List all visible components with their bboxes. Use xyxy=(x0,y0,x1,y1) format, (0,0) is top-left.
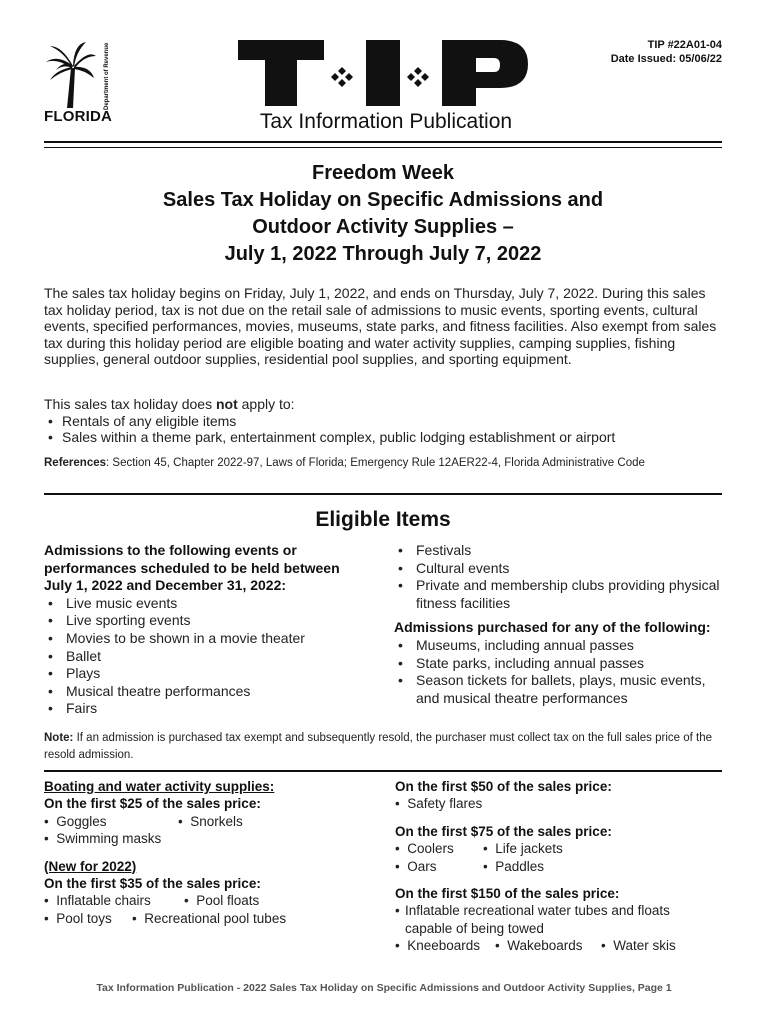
not-apply-section xyxy=(44,396,726,446)
title-line-4: July 1, 2022 Through July 7, 2022 xyxy=(224,243,542,265)
first-25-row-1 xyxy=(44,813,374,830)
title-line-1: Freedom Week xyxy=(312,162,454,184)
list-item: • Private and membership clubs providing physical fitness facilities xyxy=(394,577,724,612)
list-item: • Paddles xyxy=(483,858,545,874)
purchased-heading: Admissions purchased for any of the following: xyxy=(394,619,711,636)
list-item: • Cultural events xyxy=(394,560,724,578)
references: References: Section 45, Chapter 2022-97, Laws of Florida; Emergency Rule 12AER22-4, Florida Administrative Code xyxy=(44,457,645,469)
first-35-row-1 xyxy=(44,892,374,909)
diamond-ornament-icon xyxy=(331,67,353,87)
tip-letter-t xyxy=(238,40,324,106)
list-item: • Museums, including annual passes xyxy=(394,637,724,655)
admissions-list xyxy=(44,595,364,718)
first-25-row-2 xyxy=(44,830,374,847)
boating-left-column xyxy=(44,778,374,927)
tip-meta xyxy=(611,38,722,66)
not-apply-lead: This sales tax holiday does not apply to: xyxy=(44,396,295,412)
first-50-heading: On the first $50 of the sales price: xyxy=(395,779,612,794)
list-item: • Pool toys xyxy=(44,910,112,926)
tip-letter-i xyxy=(366,40,400,106)
list-item: • Movies to be shown in a movie theater xyxy=(44,630,364,648)
boating-heading: Boating and water activity supplies: xyxy=(44,779,275,794)
admissions-left-column xyxy=(44,542,364,718)
eligible-items-heading: Eligible Items xyxy=(315,508,451,531)
page-footer: Tax Information Publication - 2022 Sales Tax Holiday on Specific Admissions and Outdoor Activity Supplies, Page 1 xyxy=(96,982,672,994)
list-item: • Water skis xyxy=(601,938,676,954)
purchased-list xyxy=(394,637,724,707)
list-item: • Musical theatre performances xyxy=(44,683,364,701)
list-item: • Coolers xyxy=(395,841,454,857)
list-item: • Recreational pool tubes xyxy=(132,910,287,926)
list-item: • Fairs xyxy=(44,700,364,718)
new-for-2022-label: (New for 2022) xyxy=(44,858,137,874)
list-item: • Swimming masks xyxy=(44,831,162,847)
first-35-row-2 xyxy=(44,910,374,927)
exclusions-list xyxy=(44,413,726,446)
first-75-heading: On the first $75 of the sales price: xyxy=(395,823,612,839)
header-divider-top xyxy=(44,141,722,143)
intro-paragraph: The sales tax holiday begins on Friday, July 1, 2022, and ends on Thursday, July 7, 2022. During this sales tax holiday period, tax is not due on the retail sale of admissions to music events, sporting events, cultural events, specified performances, movies, museums, state parks, and fitness facilities. Also exempt from sales tax during this holiday period are eligible boating and water activity supplies, camping supplies, fishing supplies, general outdoor supplies, residential pool supplies, and sporting equipment. xyxy=(44,285,717,368)
list-item: • Goggles xyxy=(44,813,107,829)
admissions-list-continued xyxy=(394,542,724,612)
list-item: • Oars xyxy=(395,858,437,874)
list-item: • State parks, including annual passes xyxy=(394,655,724,673)
first-150-heading: On the first $150 of the sales price: xyxy=(395,886,620,902)
list-item: • Live music events xyxy=(44,595,364,613)
admissions-heading: Admissions to the following events or performances scheduled to be held between July 1, 2022 and December 31, 2022: xyxy=(44,542,340,594)
list-item: • Wakeboards xyxy=(495,938,583,954)
section-divider xyxy=(44,770,722,772)
title-line-2: Sales Tax Holiday on Specific Admissions and xyxy=(162,189,604,211)
document-title xyxy=(44,160,722,268)
list-item: • Inflatable chairs xyxy=(44,893,151,909)
list-item: • Live sporting events xyxy=(44,612,364,630)
first-35-heading: On the first $35 of the sales price: xyxy=(44,876,261,892)
logo-florida-text: FLORIDA xyxy=(44,108,113,125)
list-item: • Season tickets for ballets, plays, music events, and musical theatre performances xyxy=(394,672,724,707)
section-divider xyxy=(44,493,722,495)
first-50-row-1 xyxy=(395,795,725,812)
list-item: • Festivals xyxy=(394,542,724,560)
boating-right-column xyxy=(395,778,725,955)
list-item: • Rentals of any eligible items xyxy=(44,413,726,430)
list-item: • Kneeboards xyxy=(395,938,481,954)
list-item: • Plays xyxy=(44,665,364,683)
logo-side-text: Department of Revenue xyxy=(104,42,110,110)
list-item: • Inflatable recreational water tubes and floats capable of being towed xyxy=(395,903,670,936)
tip-wordmark xyxy=(238,38,530,108)
diamond-ornament-icon xyxy=(407,67,429,87)
first-150-row-2 xyxy=(395,937,725,954)
admissions-right-column xyxy=(394,542,724,707)
first-75-row-1 xyxy=(395,840,725,857)
first-25-heading: On the first $25 of the sales price: xyxy=(44,796,261,812)
list-item: • Safety flares xyxy=(395,796,483,812)
first-75-row-2 xyxy=(395,858,725,875)
list-item: • Pool floats xyxy=(184,893,260,909)
title-line-3: Outdoor Activity Supplies – xyxy=(252,216,514,238)
list-item: • Life jackets xyxy=(483,841,563,857)
list-item: • Sales within a theme park, entertainment complex, public lodging establishment or airport xyxy=(44,429,726,446)
tip-number: TIP #22A01-04 xyxy=(647,39,722,51)
header-divider-bottom xyxy=(44,147,722,148)
list-item: • Snorkels xyxy=(178,813,243,829)
tip-letter-p xyxy=(442,40,528,106)
publication-name: Tax Information Publication xyxy=(259,110,513,133)
date-issued: Date Issued: 05/06/22 xyxy=(610,53,722,65)
list-item: • Ballet xyxy=(44,648,364,666)
admission-note: Note: If an admission is purchased tax exempt and subsequently resold, the purchaser must collect tax on the full sales price of the resold admission. xyxy=(44,732,712,761)
